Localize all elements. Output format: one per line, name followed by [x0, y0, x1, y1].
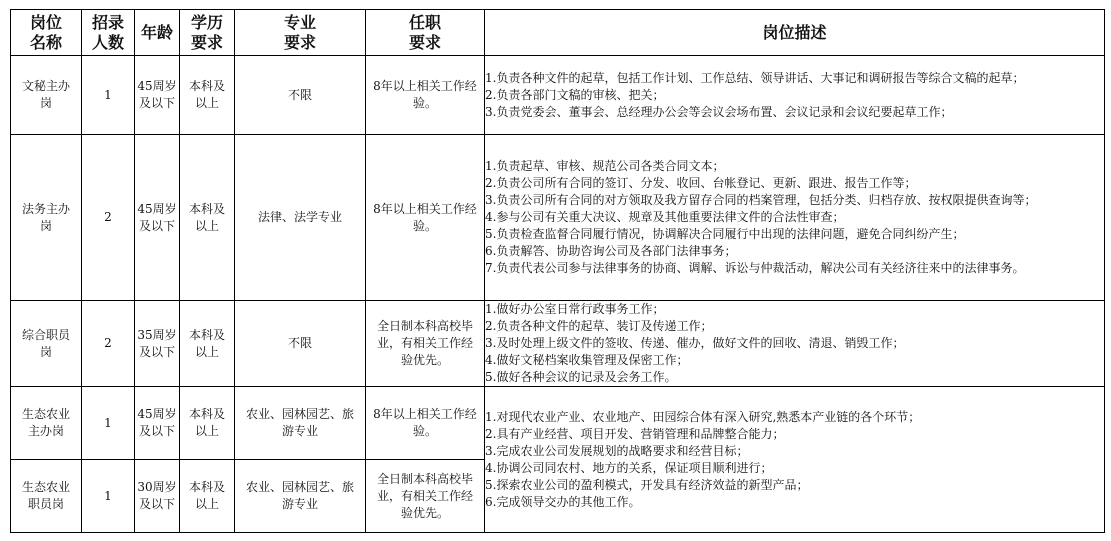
header-text: 要求	[408, 32, 441, 52]
description-line: 6.负责解答、协助咨询公司及各部门法律事务；	[485, 244, 737, 258]
headcount-cell: 2	[82, 301, 135, 387]
cell-line: 综合职员	[21, 327, 70, 342]
cell-line: 法律、法学专业	[257, 210, 342, 224]
cell-line: 全日制本科高校毕	[376, 319, 473, 333]
description-line: 5.负责检查监督合同履行情况，协调解决合同履行中出现的法律问题，避免合同纠纷产生；	[485, 227, 965, 241]
cell-line: 以上	[194, 344, 219, 359]
cell-line: 以上	[194, 497, 219, 511]
table-row	[11, 135, 1105, 301]
header-position	[11, 10, 82, 56]
description-line: 2.负责各种文件的起草、装订及传递工作；	[485, 319, 713, 333]
major-cell	[235, 301, 366, 387]
cell-line: 以上	[194, 424, 219, 438]
header-text: 专业	[283, 12, 316, 32]
cell-line: 验优先。	[400, 353, 449, 367]
recruitment-table	[10, 9, 1105, 533]
cell-line: 35周岁	[137, 327, 177, 342]
cell-line: 以上	[194, 218, 219, 233]
cell-line: 及以下	[138, 218, 175, 233]
headcount-cell: 2	[82, 135, 135, 301]
header-text: 要求	[283, 32, 316, 52]
position-cell	[11, 460, 82, 533]
cell-line: 8年以上相关工作经	[373, 201, 477, 216]
header-education	[180, 10, 235, 56]
description-line: 1.负责起草、审核、规范公司各类合同文本；	[485, 159, 725, 173]
cell-line: 岗	[39, 344, 52, 359]
cell-line: 本科及	[188, 480, 225, 494]
position-cell	[11, 135, 82, 301]
description-line: 2.负责公司所有合同的签订、分发、收回、台帐登记、更新、跟进、报告工作等；	[485, 176, 917, 190]
header-experience	[366, 10, 485, 56]
header-text: 名称	[29, 32, 62, 52]
experience-cell	[366, 135, 485, 301]
cell-line: 及以下	[138, 344, 175, 359]
description-line: 5.做好各种会议的记录及会务工作。	[485, 370, 677, 384]
cell-line: 30周岁	[137, 480, 177, 494]
description-line: 1.对现代农业产业、农业地产、田园综合体有深入研究,熟悉本产业链的各个环节；	[485, 409, 921, 424]
description-line: 3.负责党委会、董事会、总经理办公会等会议会场布置、会议记录和会议纪要起草工作；	[485, 104, 953, 119]
cell-line: 及以下	[138, 497, 175, 511]
cell-line: 不限	[287, 336, 312, 350]
cell-line: 主办岗	[27, 424, 64, 438]
position-cell	[11, 301, 82, 387]
header-text: 要求	[190, 32, 223, 52]
cell-line: 45周岁	[137, 407, 177, 421]
cell-line: 本科及	[188, 201, 225, 216]
education-cell	[180, 460, 235, 533]
cell-line: 本科及	[188, 327, 225, 342]
header-text: 岗位	[29, 12, 62, 32]
experience-cell	[366, 301, 485, 387]
headcount-cell: 1	[82, 387, 135, 460]
header-headcount	[82, 10, 135, 56]
description-line: 4.参与公司有关重大决议、规章及其他重要法律文件的合法性审查；	[485, 210, 845, 224]
cell-line: 及以下	[138, 96, 175, 110]
cell-line: 不限	[287, 87, 312, 102]
education-cell	[180, 387, 235, 460]
position-cell	[11, 387, 82, 460]
header-text: 年龄	[140, 22, 173, 42]
cell-line: 岗	[39, 96, 52, 110]
description-line: 6.完成领导交办的其他工作。	[485, 494, 641, 509]
description-line: 2.具有产业经营、项目开发、营销管理和品牌整合能力；	[485, 426, 785, 441]
description-line: 4.做好文秘档案收集管理及保密工作；	[485, 353, 689, 367]
education-cell	[180, 301, 235, 387]
cell-line: 验。	[412, 218, 437, 233]
header-text: 人数	[91, 32, 124, 52]
header-major	[235, 10, 366, 56]
cell-line: 本科及	[188, 407, 225, 421]
header-text: 学历	[190, 12, 223, 32]
cell-line: 验。	[412, 424, 437, 438]
cell-line: 生态农业	[21, 480, 70, 494]
description-line: 7.负责代表公司参与法律事务的协商、调解、诉讼与仲裁活动，解决公司有关经济往来中的法律事务。	[485, 261, 1025, 275]
description-line: 2.负责各部门文稿的审核、把关；	[485, 87, 665, 102]
cell-line: 验。	[412, 96, 437, 110]
headcount-cell: 1	[82, 460, 135, 533]
age-cell	[135, 135, 180, 301]
cell-line: 职员岗	[27, 497, 64, 511]
education-cell	[180, 135, 235, 301]
cell-line: 文秘主办	[21, 79, 70, 93]
description-line: 1.做好办公室日常行政事务工作；	[485, 302, 665, 316]
description-cell	[485, 56, 1105, 135]
cell-line: 业，有相关工作经	[376, 488, 473, 503]
description-line: 1.负责各种文件的起草，包括工作计划、工作总结、领导讲话、大事记和调研报告等综合文稿的起草；	[485, 70, 1025, 85]
description-line: 4.协调公司同农村、地方的关系，保证项目顺利进行；	[485, 460, 773, 475]
cell-line: 及以下	[138, 424, 175, 438]
education-cell	[180, 56, 235, 135]
cell-line: 8年以上相关工作经	[373, 407, 477, 421]
experience-cell	[366, 56, 485, 135]
age-cell	[135, 460, 180, 533]
header-text: 岗位描述	[762, 22, 827, 42]
description-cell	[485, 301, 1105, 387]
table-row	[11, 56, 1105, 135]
cell-line: 以上	[194, 96, 219, 110]
cell-line: 农业、园林园艺、旅	[245, 480, 354, 494]
experience-cell	[366, 387, 485, 460]
header-age	[135, 10, 180, 56]
cell-line: 8年以上相关工作经	[373, 79, 477, 93]
cell-line: 游专业	[281, 424, 318, 438]
description-line: 3.及时处理上级文件的签收、传递、催办，做好文件的回收、清退、销毁工作；	[485, 336, 905, 350]
age-cell	[135, 301, 180, 387]
cell-line: 本科及	[188, 79, 225, 93]
cell-line: 生态农业	[21, 407, 70, 421]
major-cell	[235, 56, 366, 135]
header-description	[485, 10, 1105, 56]
headcount-cell: 1	[82, 56, 135, 135]
description-cell-shared	[485, 387, 1105, 533]
description-cell	[485, 135, 1105, 301]
major-cell	[235, 135, 366, 301]
cell-line: 业，有相关工作经	[376, 336, 473, 350]
cell-line: 验优先。	[400, 505, 449, 520]
cell-line: 45周岁	[137, 79, 177, 93]
table-row	[11, 387, 1105, 460]
position-cell	[11, 56, 82, 135]
cell-line: 游专业	[281, 497, 318, 511]
cell-line: 法务主办	[21, 201, 70, 216]
cell-line: 岗	[39, 218, 52, 233]
cell-line: 农业、园林园艺、旅	[245, 407, 354, 421]
header-text: 任职	[408, 12, 441, 32]
description-line: 3.完成农业公司发展规划的战略要求和经营目标；	[485, 443, 749, 458]
description-line: 3.负责公司所有合同的对方领取及我方留存合同的档案管理，包括分类、归档存放、按权限提供查询等；	[485, 193, 1037, 207]
cell-line: 45周岁	[137, 201, 177, 216]
major-cell	[235, 387, 366, 460]
header-row	[11, 10, 1105, 56]
experience-cell	[366, 460, 485, 533]
header-text: 招录	[91, 12, 124, 32]
age-cell	[135, 56, 180, 135]
major-cell	[235, 460, 366, 533]
cell-line: 全日制本科高校毕	[376, 471, 473, 486]
table-row	[11, 301, 1105, 387]
age-cell	[135, 387, 180, 460]
description-line: 5.探索农业公司的盈利模式，开发具有经济效益的新型产品；	[485, 477, 809, 492]
